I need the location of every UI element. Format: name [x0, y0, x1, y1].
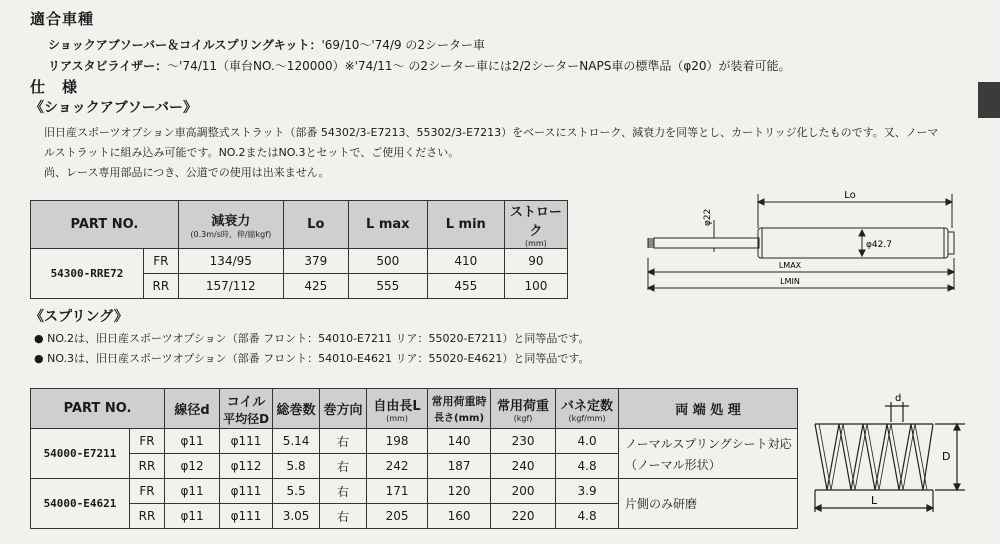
shock-th-damping: 減衰力 (0.3m/s時、伸/縮kgf) [178, 201, 283, 249]
table-cell: FR [130, 429, 165, 454]
vehicle-line-2 [48, 57, 791, 74]
page-edge-tab [978, 82, 1000, 118]
table-cell: 90 [504, 249, 567, 274]
table-cell: 187 [428, 454, 491, 479]
table-cell: 220 [491, 504, 556, 529]
spring-th-load: 常用荷重 (kgf) [491, 389, 556, 429]
spring-th-coil: コイル 平均径D [220, 389, 273, 429]
shock-dim-lmin: LMIN [780, 277, 800, 286]
table-cell: φ11 [165, 429, 220, 454]
table-cell: FR [130, 479, 165, 504]
table-cell: 4.0 [556, 429, 619, 454]
table-cell: 242 [367, 454, 428, 479]
shock-desc-2: ルストラットに組み込み可能です。NO.2またはNO.3とセットで、ご使用ください。 [44, 146, 460, 159]
table-cell: 205 [367, 504, 428, 529]
table-cell: 右 [320, 454, 367, 479]
spring-th-rate: バネ定数 (kgf/mm) [556, 389, 619, 429]
spring-dim-L: L [871, 494, 878, 507]
shock-th-lo: Lo [283, 201, 348, 249]
spring-diagram [805, 392, 975, 517]
table-cell: 230 [491, 429, 556, 454]
shock-desc-1: 旧日産スポーツオプション車高調整式ストラット（部番 54302/3-E7213、55302/3-E7213）をベースにストローク、減衰力を同等とし、カートリッジ化したものです。又、ノーマ [44, 126, 939, 139]
table-row [31, 249, 568, 274]
spring-table [30, 388, 798, 529]
shock-dim-lmax: LMAX [778, 261, 802, 270]
spring-note-2: ● NO.3は、旧日産スポーツオプション（部番 フロント：54010-E4621 リア：55020-E4621）と同等品です。 [34, 352, 590, 365]
table-cell: 右 [320, 429, 367, 454]
table-cell: φ112 [220, 454, 273, 479]
heading-spec: 仕 様 [30, 78, 79, 96]
table-cell: 555 [348, 274, 427, 299]
table-cell: 240 [491, 454, 556, 479]
table-cell: 5.14 [273, 429, 320, 454]
table-cell: 455 [427, 274, 504, 299]
table-cell: 右 [320, 479, 367, 504]
section-spring-title: 《スプリング》 [30, 309, 128, 325]
spring-note-1: ● NO.2は、旧日産スポーツオプション（部番 フロント：54010-E7211 リア：55020-E7211）と同等品です。 [34, 332, 590, 345]
vehicle-line-2-label: リアスタビライザー： [48, 59, 168, 73]
spring-th-turns: 総巻数 [273, 389, 320, 429]
table-cell: 198 [367, 429, 428, 454]
table-cell: φ111 [220, 504, 273, 529]
section-shock-title: 《ショックアブソーバー》 [30, 100, 198, 116]
spring-th-part: PART NO. [31, 389, 165, 429]
table-cell: 3.9 [556, 479, 619, 504]
spring-th-ends: 両 端 処 理 [619, 389, 798, 429]
shock-dim-phi22: φ22 [703, 208, 713, 226]
table-cell: 171 [367, 479, 428, 504]
vehicle-line-1-label: ショックアブソーバー＆コイルスプリングキット： [48, 38, 322, 52]
table-cell: 140 [428, 429, 491, 454]
table-cell: RR [130, 454, 165, 479]
table-row [31, 479, 798, 504]
table-cell: 410 [427, 249, 504, 274]
table-cell: 120 [428, 479, 491, 504]
shock-dim-lo: Lo [844, 190, 856, 201]
vehicle-line-1 [48, 36, 485, 53]
table-cell: 5.5 [273, 479, 320, 504]
spring-ends-2: 片側のみ研磨 [619, 479, 798, 529]
table-cell: 500 [348, 249, 427, 274]
table-cell: φ11 [165, 504, 220, 529]
table-cell: 157/112 [178, 274, 283, 299]
spring-th-dir: 巻方向 [320, 389, 367, 429]
table-cell: RR [144, 274, 179, 299]
spring-ends-1: ノーマルスプリングシート対応 （ノーマル形状） [619, 429, 798, 479]
shock-th-lmin: L min [427, 201, 504, 249]
table-cell: φ111 [220, 479, 273, 504]
vehicle-line-1-value: '69/10～'74/9 の2シーター車 [321, 38, 486, 52]
table-row [31, 429, 798, 454]
shock-th-part: PART NO. [31, 201, 179, 249]
shock-th-stroke: ストローク (mm) [504, 201, 567, 249]
table-cell: 379 [283, 249, 348, 274]
table-cell: 160 [428, 504, 491, 529]
table-cell: 100 [504, 274, 567, 299]
table-cell: FR [144, 249, 179, 274]
spring-dim-d: d [895, 393, 902, 404]
spring-part-no-1: 54000-E7211 [31, 429, 130, 479]
table-cell: φ11 [165, 479, 220, 504]
vehicle-line-2-value: ～'74/11（車台NO.～120000）※'74/11～ の2シーター車には2/2シーターNAPS車の標準品（φ20）が装着可能。 [167, 59, 791, 73]
shock-diagram [630, 180, 970, 295]
table-cell: RR [130, 504, 165, 529]
spring-dim-D: D [942, 450, 951, 463]
spring-part-no-2: 54000-E4621 [31, 479, 130, 529]
table-cell: 200 [491, 479, 556, 504]
shock-table [30, 200, 568, 299]
spring-th-load-len: 常用荷重時 長さ(mm) [428, 389, 491, 429]
table-cell: φ12 [165, 454, 220, 479]
spring-th-free: 自由長L (mm) [367, 389, 428, 429]
table-cell: 3.05 [273, 504, 320, 529]
table-cell: 右 [320, 504, 367, 529]
spring-th-wire: 線径d [165, 389, 220, 429]
shock-desc-3: 尚、レース専用部品につき、公道での使用は出来ません。 [44, 166, 330, 179]
table-cell: 134/95 [178, 249, 283, 274]
shock-dim-phi427: φ42.7 [866, 240, 892, 250]
shock-th-lmax: L max [348, 201, 427, 249]
shock-part-no: 54300-RRE72 [31, 249, 144, 299]
table-cell: 5.8 [273, 454, 320, 479]
table-cell: φ111 [220, 429, 273, 454]
heading-vehicles: 適合車種 [30, 10, 95, 28]
table-cell: 4.8 [556, 504, 619, 529]
table-cell: 4.8 [556, 454, 619, 479]
table-cell: 425 [283, 274, 348, 299]
